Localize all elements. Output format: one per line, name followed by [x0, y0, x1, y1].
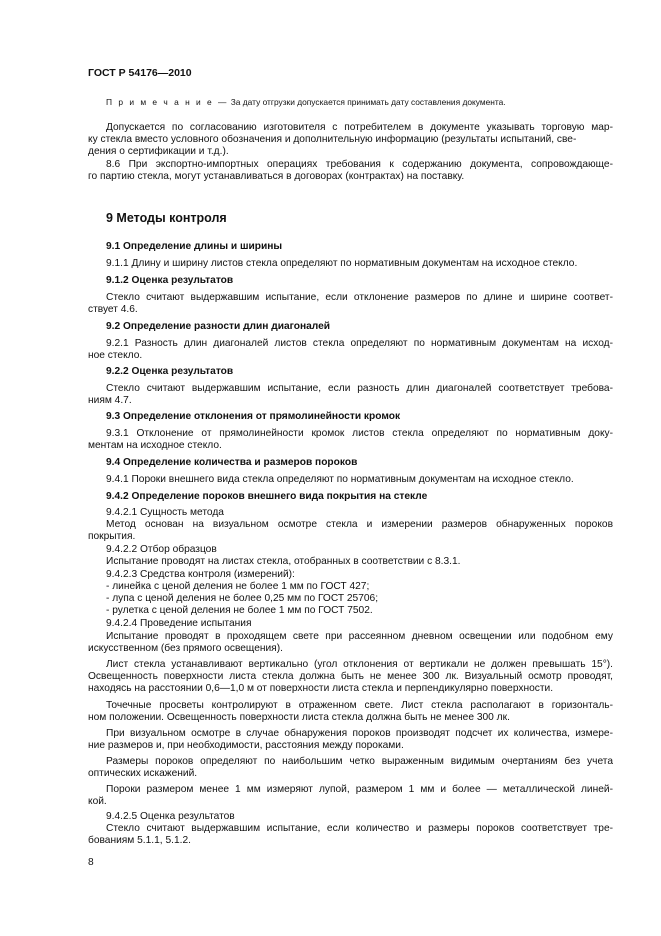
- paragraph-line: Испытание проводят в проходящем свете при рассеянном дневном освещении или подобном ему: [106, 631, 613, 642]
- paragraph-line: ку стекла вместо условного обозначения и дополнительную информацию (результаты испытаний, све-: [88, 134, 577, 145]
- paragraph-line: ное стекло.: [88, 350, 143, 361]
- paragraph-line: Пороки размером менее 1 мм измеряют лупой, размером 1 мм и более — металлической линей-: [106, 784, 613, 795]
- list-item: - рулетка с ценой деления не более 1 мм по ГОСТ 7502.: [106, 605, 373, 616]
- paragraph-line: бованиям 5.1.1, 5.1.2.: [88, 835, 191, 846]
- paragraph-line: 9.2.1 Разность длин диагоналей листов стекла определяют по нормативным документам на исход-: [106, 338, 613, 349]
- paragraph-line: Стекло считают выдержавшим испытание, если количество и размеры пороков соответствует тре-: [106, 823, 613, 834]
- paragraph-line: покрытия.: [88, 531, 136, 542]
- clause-heading: 9.4.2.1 Сущность метода: [106, 507, 224, 518]
- paragraph-line: кой.: [88, 796, 107, 807]
- paragraph-line: 9.3.1 Отклонение от прямолинейности кромок листов стекла определяют по нормативным доку-: [106, 428, 613, 439]
- paragraph-line: Испытание проводят на листах стекла, отобранных в соответствии с 8.3.1.: [106, 556, 461, 567]
- page-number: 8: [88, 857, 94, 868]
- clause-heading: 9.4.2.4 Проведение испытания: [106, 618, 252, 629]
- paragraph-line: ном положении. Освещенность поверхности листа стекла должна быть не менее 300 лк.: [88, 712, 510, 723]
- section-heading: 9 Методы контроля: [106, 211, 227, 225]
- paragraph-line: ментам на исходное стекло.: [88, 440, 222, 451]
- paragraph-line: ствует 4.6.: [88, 304, 138, 315]
- clause-heading: 9.4.2.5 Оценка результатов: [106, 811, 235, 822]
- subsection-heading: 9.4.2 Определение пороков внешнего вида покрытия на стекле: [106, 491, 428, 502]
- paragraph-line: ниям 4.7.: [88, 395, 132, 406]
- paragraph-line: Точечные просветы контролируют в отраженном свете. Лист стекла располагают в горизонталь-: [106, 700, 613, 711]
- clause-heading: 9.4.2.3 Средства контроля (измерений):: [106, 569, 295, 580]
- paragraph-line: го партию стекла, могут устанавливаться в договорах (контрактах) на поставку.: [88, 171, 465, 182]
- clause-heading: 9.4.2.2 Отбор образцов: [106, 544, 217, 555]
- list-item: - лупа с ценой деления не более 0,25 мм по ГОСТ 25706;: [106, 593, 379, 604]
- document-header: ГОСТ Р 54176—2010: [88, 67, 192, 79]
- note-line: [106, 96, 506, 108]
- paragraph-line: оптических искажений.: [88, 768, 198, 779]
- subsection-heading: 9.2 Определение разности длин диагоналей: [106, 321, 331, 332]
- paragraph-line: искусственном (без прямого освещения).: [88, 643, 283, 654]
- paragraph-line: дения о сертификации и т.д.).: [88, 146, 229, 157]
- paragraph-line: Освещенность поверхности листа стекла должна быть не менее 300 лк. Визуальный осмотр проводят,: [88, 671, 613, 682]
- subsection-heading: 9.3 Определение отклонения от прямолинейности кромок: [106, 411, 401, 422]
- paragraph-line: Метод основан на визуальном осмотре стекла и измерении размеров обнаруженных пороков: [106, 519, 613, 530]
- paragraph-line: Допускается по согласованию изготовителя с потребителем в документе указывать торговую мар-: [106, 122, 613, 133]
- paragraph-line: Размеры пороков определяют по наибольшим четко выраженным видимым очертаниям без учета: [106, 756, 613, 767]
- subsection-heading: 9.4 Определение количества и размеров пороков: [106, 457, 358, 468]
- paragraph-line: находясь на расстоянии 0,6—1,0 м от поверхности листа стекла и перпендикулярно поверхности.: [88, 683, 554, 694]
- subsection-heading: 9.1 Определение длины и ширины: [106, 241, 283, 252]
- paragraph-line: 9.1.1 Длину и ширину листов стекла определяют по нормативным документам на исходное стекло.: [106, 258, 578, 269]
- subsection-heading: 9.2.2 Оценка результатов: [106, 366, 234, 377]
- paragraph-line: Стекло считают выдержавшим испытание, если отклонение размеров по длине и ширине соответ-: [106, 292, 613, 303]
- list-item: - линейка с ценой деления не более 1 мм по ГОСТ 427;: [106, 581, 370, 592]
- subsection-heading: 9.1.2 Оценка результатов: [106, 275, 234, 286]
- paragraph-line: При визуальном осмотре в случае обнаружения пороков производят подсчет их количества, измере-: [106, 728, 613, 739]
- note-text: За дату отгрузки допускается принимать дату составления документа.: [230, 97, 506, 107]
- note-label: П р и м е ч а н и е —: [106, 97, 229, 107]
- paragraph-line: 8.6 При экспортно-импортных операциях требования к содержанию документа, сопровождающе-: [106, 159, 613, 170]
- paragraph-line: Лист стекла устанавливают вертикально (угол отклонения от вертикали не должен превышать 15°).: [106, 659, 613, 670]
- paragraph-line: 9.4.1 Пороки внешнего вида стекла определяют по нормативным документам на исходное стекло.: [106, 474, 574, 485]
- paragraph-line: ние размеров и, при необходимости, расстояния между пороками.: [88, 740, 404, 751]
- paragraph-line: Стекло считают выдержавшим испытание, если разность длин диагоналей соответствует требова-: [106, 383, 613, 394]
